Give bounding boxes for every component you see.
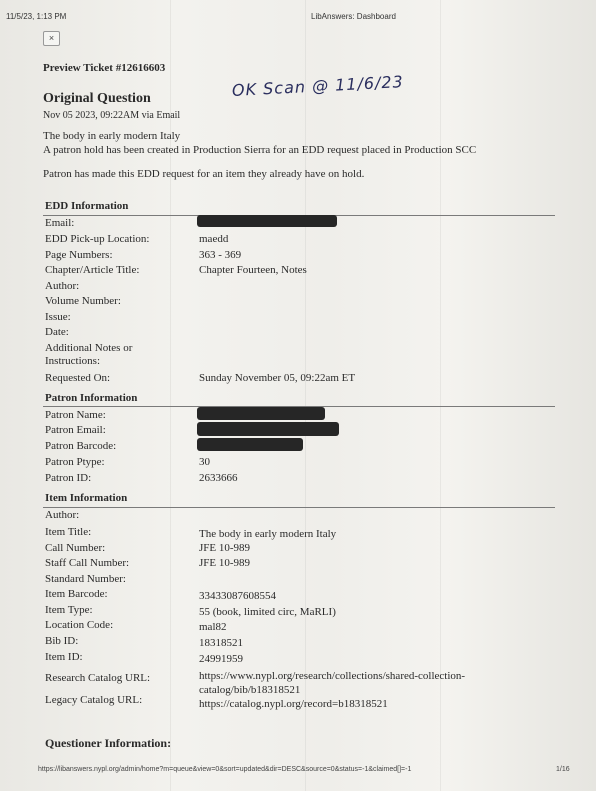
patron-section-heading: Patron Information (45, 392, 138, 404)
field-label: Additional Notes or (45, 342, 133, 354)
field-value: mal82 (199, 621, 227, 633)
field-label: Patron Email: (45, 424, 106, 436)
field-label: Author: (45, 280, 80, 292)
field-label: Bib ID: (45, 635, 79, 647)
field-label: Chapter/Article Title: (45, 264, 140, 276)
field-label: Volume Number: (45, 295, 121, 307)
item-section-heading: Item Information (45, 492, 128, 504)
field-label: EDD Pick-up Location: (45, 233, 150, 245)
print-page-number: 1/16 (556, 766, 570, 773)
field-label: Issue: (45, 311, 71, 323)
field-label: Page Numbers: (45, 249, 113, 261)
field-value: JFE 10-989 (199, 542, 251, 554)
ticket-title: Preview Ticket #12616603 (43, 62, 166, 74)
field-value: JFE 10-989 (199, 557, 251, 569)
field-label: Item ID: (45, 651, 83, 663)
edd-section-heading: EDD Information (45, 200, 129, 212)
questioner-section-heading: Questioner Information: (45, 736, 172, 750)
field-label: Author: (45, 509, 80, 521)
print-datetime: 11/5/23, 1:13 PM (6, 12, 67, 21)
legacy-catalog-link[interactable]: https://catalog.nypl.org/record=b18318521 (199, 698, 388, 710)
field-value: maedd (199, 233, 229, 245)
question-body-line: A patron hold has been created in Production Sierra for an EDD request placed in Production SCC (43, 144, 477, 156)
field-value: Chapter Fourteen, Notes (199, 264, 307, 276)
field-value: 18318521 (199, 637, 243, 649)
question-body-line: Patron has made this EDD request for an item they already have on hold. (43, 168, 365, 180)
redaction-bar (197, 438, 303, 451)
redaction-bar (197, 422, 339, 436)
field-label: Call Number: (45, 542, 106, 554)
question-date: Nov 05 2023, 09:22AM via Email (43, 110, 181, 121)
field-value: 30 (199, 456, 210, 468)
print-app-title: LibAnswers: Dashboard (311, 12, 396, 21)
field-value: 363 - 369 (199, 249, 242, 261)
field-label: Date: (45, 326, 69, 338)
redaction-bar (197, 407, 325, 420)
field-label: Patron Barcode: (45, 440, 117, 452)
field-label: Requested On: (45, 372, 111, 384)
field-value: The body in early modern Italy (199, 528, 337, 540)
field-label: Research Catalog URL: (45, 672, 151, 684)
redaction-bar (197, 215, 337, 227)
field-value: 2633666 (199, 472, 238, 484)
research-catalog-link[interactable]: https://www.nypl.org/research/collections/shared-collection- (199, 670, 466, 682)
field-label: Patron ID: (45, 472, 92, 484)
field-label: Legacy Catalog URL: (45, 694, 143, 706)
field-label: Item Title: (45, 526, 92, 538)
field-label: Patron Name: (45, 409, 106, 421)
field-label: Item Type: (45, 604, 93, 616)
field-label: Location Code: (45, 619, 114, 631)
handwritten-note: OK Scan @ 11/6/23 (231, 72, 405, 100)
field-label: Staff Call Number: (45, 557, 130, 569)
original-question-heading: Original Question (43, 91, 151, 106)
print-url: https://libanswers.nypl.org/admin/home?m=queue&view=0&sort=updated&dir=DESC&source=0&status=-1&claimed[]=-1 (38, 766, 412, 773)
section-rule (43, 507, 555, 508)
close-button[interactable]: × (43, 31, 60, 46)
field-value: Sunday November 05, 09:22am ET (199, 372, 356, 384)
field-value: 55 (book, limited circ, MaRLI) (199, 606, 336, 618)
field-value: 33433087608554 (199, 590, 276, 602)
field-label: Standard Number: (45, 573, 126, 585)
field-label: Instructions: (45, 355, 100, 367)
field-label: Patron Ptype: (45, 456, 105, 468)
field-label: Email: (45, 217, 75, 229)
field-label: Item Barcode: (45, 588, 108, 600)
question-body-line: The body in early modern Italy (43, 130, 181, 142)
research-catalog-link-cont[interactable]: catalog/bib/b18318521 (199, 684, 301, 696)
field-value: 24991959 (199, 653, 243, 665)
